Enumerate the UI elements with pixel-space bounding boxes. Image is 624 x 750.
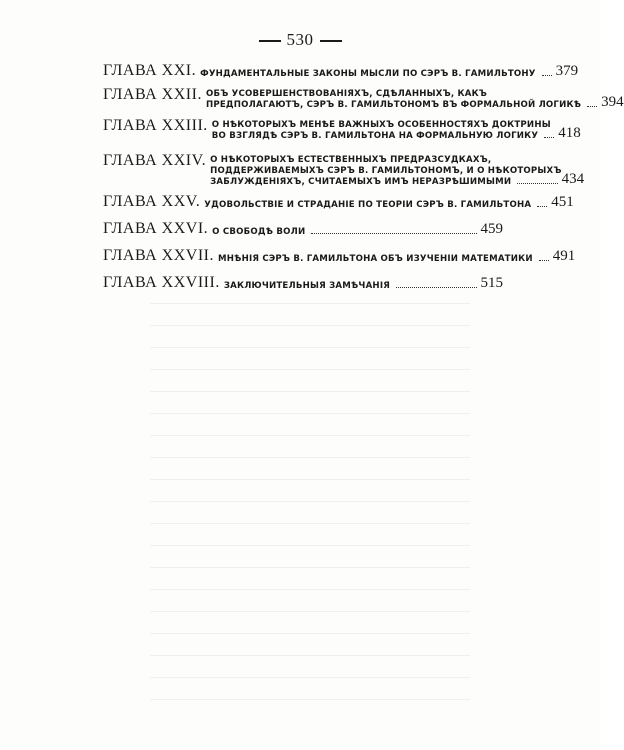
page-ref: 394 [601,94,624,110]
page-number [0,30,600,50]
chapter-label: ГЛАВА XXVIII. [103,274,220,291]
dash-right [320,40,342,42]
leader-dots [542,75,552,76]
page-ref: 418 [558,125,581,141]
chapter-title [206,86,601,111]
chapter-title [204,197,551,211]
toc-entry [103,117,581,142]
chapter-title [210,152,562,188]
chapter-label: ГЛАВА XXV. [103,193,201,210]
chapter-title-line: УДОВОЛЬСТВІЕ И СТРАДАНІЕ ПО ТЕОРІИ СЭРЪ В. ГАМИЛЬТОНА [204,200,551,211]
page-ref: 491 [552,248,576,264]
page-ref: 459 [480,221,503,237]
page-ref: 451 [551,194,574,210]
chapter-title [212,117,558,142]
leader-dots [537,206,547,207]
leader-dots [544,137,554,138]
bleed-through-texture [150,300,470,700]
chapter-label: ГЛАВА XXIII. [103,117,208,134]
chapter-title-line: О СВОБОДѢ ВОЛИ [212,227,480,238]
chapter-title-line: МНѢНІЯ СЭРЪ В. ГАМИЛЬТОНА ОБЪ ИЗУЧЕНІИ МАТЕМАТИКИ [218,254,553,265]
leader-dots [539,260,549,261]
chapter-title-line: ПРЕДПОЛАГАЮТЪ, СЭРЪ В. ГАМИЛЬТОНОМЪ ВЪ ФОРМАЛЬНОЙ ЛОГИКѢ [206,100,601,111]
toc-entry [103,193,574,211]
chapter-title [218,251,553,265]
toc-entry [103,152,585,188]
toc-entry [103,220,503,238]
chapter-title [224,278,481,292]
chapter-label: ГЛАВА XXII. [103,86,202,103]
chapter-title-line: О НѢКОТОРЫХЪ ЕСТЕСТВЕННЫХЪ ПРЕДРАЗСУДКАХЪ, [210,155,492,165]
dash-left [259,40,281,42]
chapter-label: ГЛАВА XXIV. [103,152,207,169]
page-ref: 434 [561,171,585,187]
leader-dots [396,287,476,288]
chapter-title [200,66,556,80]
chapter-label: ГЛАВА XXVI. [103,220,209,237]
chapter-label: ГЛАВА XXVII. [103,247,214,264]
chapter-title-line: ФУНДАМЕНТАЛЬНЫЕ ЗАКОНЫ МЫСЛИ ПО СЭРЪ В. ГАМИЛЬТОНУ [200,69,556,80]
chapter-title-line: ЗАБЛУЖДЕНІЯХЪ, СЧИТАЕМЫХЪ ИМЪ НЕРАЗРѢШИМЫМИ [210,177,562,188]
page-ref: 379 [555,63,579,79]
chapter-title-line: ОБЪ УСОВЕРШЕНСТВОВАНІЯХЪ, СДѢЛАННЫХЪ, КАКЪ [205,89,488,99]
chapter-title-line: О НѢКОТОРЫХЪ МЕНѢЕ ВАЖНЫХЪ ОСОБЕННОСТЯХЪ ДОКТРИНЫ [211,120,551,130]
chapter-title-line: ВО ВЗГЛЯДѢ СЭРЪ В. ГАМИЛЬТОНА НА ФОРМАЛЬНУЮ ЛОГИКУ [212,131,558,142]
chapter-title [212,224,480,238]
toc-entry [103,247,576,265]
toc-entry [103,62,579,80]
page-ref: 515 [480,275,503,291]
leader-dots [311,233,476,234]
page-number-text: 530 [286,30,314,49]
leader-dots [517,183,557,184]
toc-entry [103,86,624,111]
chapter-label: ГЛАВА XXI. [103,62,197,79]
leader-dots [587,106,597,107]
chapter-title-line: ЗАКЛЮЧИТЕЛЬНЫЯ ЗАМѢЧАНІЯ [224,281,481,292]
chapter-title-line: ПОДДЕРЖИВАЕМЫХЪ СЭРЪ В. ГАМИЛЬТОНОМЪ, И О НѢКОТОРЫХЪ [210,166,562,176]
toc-entry [103,274,503,292]
